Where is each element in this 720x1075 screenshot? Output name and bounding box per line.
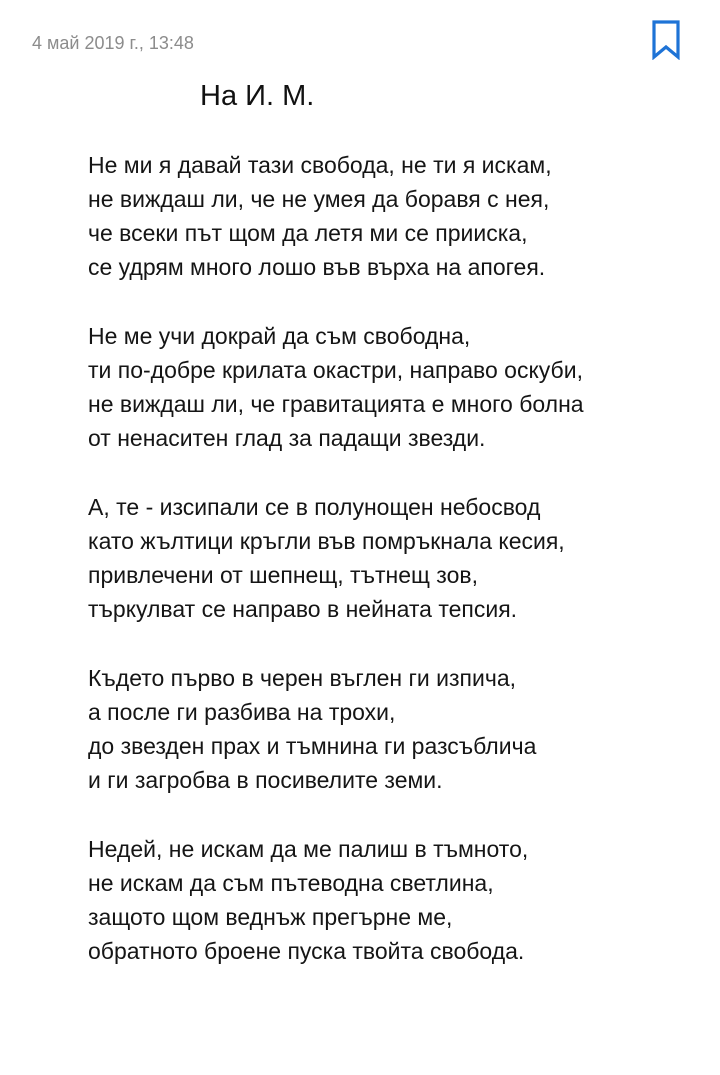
poem-line: Където първо в черен въглен ги изпича, [88,665,517,691]
poem-line: не виждаш ли, че не умея да боравя с нея, [88,186,550,212]
poem-line: не виждаш ли, че гравитацията е много болна [88,391,584,417]
stanza [88,490,708,626]
poem-line: до звезден прах и тъмнина ги разсъблича [88,733,537,759]
poem-line: ти по-добре крилата окастри, направо оскуби, [88,357,583,383]
poem-line: Недей, не искам да ме палиш в тъмното, [88,836,529,862]
stanza [88,148,708,284]
poem-line: привлечени от шепнещ, тътнещ зов, [88,562,478,588]
poem-line: Не ме учи докрай да съм свободна, [88,323,471,349]
note-header [0,0,720,90]
poem-line: като жълтици кръгли във помръкнала кесия, [88,528,565,554]
poem-line: и ги загробва в посивелите земи. [88,767,443,793]
stanza [88,661,708,797]
poem-line: Не ми я давай тази свобода, не ти я искам, [88,152,552,178]
poem-line: а после ги разбива на трохи, [88,699,396,725]
stanza [88,832,708,968]
note-body[interactable] [88,148,708,1003]
poem-line: не искам да съм пътеводна светлина, [88,870,494,896]
poem-line: обратното броене пуска твойта свобода. [88,938,525,964]
poem-line: се удрям много лошо във върха на апогея. [88,254,546,280]
note-timestamp: 4 май 2019 г., 13:48 [32,33,194,53]
poem-line: търкулват се направо в нейната тепсия. [88,596,518,622]
poem-line: защото щом веднъж прегърне ме, [88,904,453,930]
poem-line: от ненаситен глад за падащи звезди. [88,425,486,451]
bookmark-button[interactable] [646,18,686,62]
poem-line: че всеки път щом да летя ми се прииска, [88,220,528,246]
poem-line: А, те - изсипали се в полунощен небосвод [88,494,541,520]
bookmark-icon [651,20,681,60]
note-title: На И. М. [200,80,315,112]
stanza [88,319,708,455]
